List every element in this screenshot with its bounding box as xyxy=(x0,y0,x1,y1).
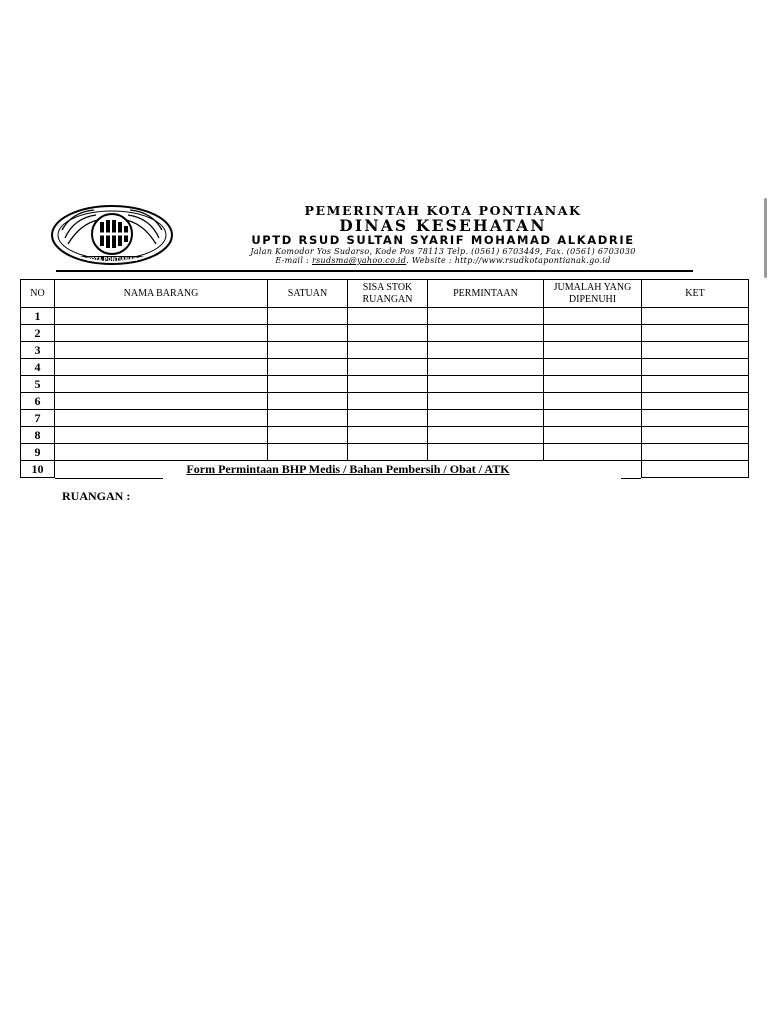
permintaan-cell[interactable] xyxy=(428,427,544,444)
header-no: NO xyxy=(21,280,55,308)
email-label: E-mail : xyxy=(275,256,312,265)
permintaan-cell[interactable] xyxy=(428,342,544,359)
ket-cell[interactable] xyxy=(642,359,749,376)
sisa-stok-cell[interactable] xyxy=(348,359,428,376)
nama-barang-cell[interactable] xyxy=(55,359,268,376)
satuan-cell[interactable] xyxy=(268,444,348,461)
nama-barang-cell[interactable] xyxy=(55,393,268,410)
letterhead xyxy=(50,204,695,274)
row-number: 5 xyxy=(21,376,55,393)
table-row xyxy=(21,427,749,444)
nama-barang-cell[interactable] xyxy=(55,376,268,393)
sisa-stok-cell[interactable] xyxy=(348,427,428,444)
row-number: 2 xyxy=(21,325,55,342)
header-jumlah-line2: DIPENUHI xyxy=(568,293,617,305)
header-sisa-stok xyxy=(348,280,428,308)
jumlah-dipenuhi-cell[interactable] xyxy=(544,376,642,393)
nama-barang-cell[interactable] xyxy=(55,410,268,427)
satuan-cell[interactable] xyxy=(268,427,348,444)
permintaan-cell[interactable] xyxy=(428,393,544,410)
scrollbar-thumb[interactable] xyxy=(764,198,767,278)
row-number: 9 xyxy=(21,444,55,461)
sisa-stok-cell[interactable] xyxy=(348,410,428,427)
caption-rule-right xyxy=(621,478,641,479)
table-row xyxy=(21,410,749,427)
jumlah-dipenuhi-cell[interactable] xyxy=(544,427,642,444)
jumlah-dipenuhi-cell[interactable] xyxy=(544,359,642,376)
table-header-row xyxy=(21,280,749,308)
letterhead-divider xyxy=(56,270,693,272)
row-number: 8 xyxy=(21,427,55,444)
table-row xyxy=(21,325,749,342)
header-sisa-stok-line1: SISA STOK xyxy=(362,281,413,293)
jumlah-dipenuhi-cell[interactable] xyxy=(544,308,642,325)
table-row xyxy=(21,393,749,410)
jumlah-dipenuhi-cell[interactable] xyxy=(544,342,642,359)
ket-cell[interactable] xyxy=(642,444,749,461)
header-jumlah-dipenuhi xyxy=(544,280,642,308)
nama-barang-cell[interactable] xyxy=(55,308,268,325)
permintaan-cell[interactable] xyxy=(428,325,544,342)
nama-barang-cell[interactable] xyxy=(55,342,268,359)
header-satuan: SATUAN xyxy=(268,280,348,308)
satuan-cell[interactable] xyxy=(268,342,348,359)
agency-name: DINAS KESEHATAN xyxy=(339,216,547,235)
permintaan-cell[interactable] xyxy=(428,359,544,376)
satuan-cell[interactable] xyxy=(268,376,348,393)
satuan-cell[interactable] xyxy=(268,308,348,325)
table-row xyxy=(21,376,749,393)
table-row xyxy=(21,461,749,478)
header-sisa-stok-line2: RUANGAN xyxy=(362,293,413,305)
government-name: PEMERINTAH KOTA PONTIANAK xyxy=(304,203,582,218)
header-ket: KET xyxy=(642,280,749,308)
ruangan-label: RUANGAN : xyxy=(62,489,131,503)
website-link[interactable]: http://www.rsudkotapontianak.go.id xyxy=(454,256,611,265)
permintaan-cell[interactable] xyxy=(428,308,544,325)
header-permintaan: PERMINTAAN xyxy=(428,280,544,308)
satuan-cell[interactable] xyxy=(268,410,348,427)
row-number: 6 xyxy=(21,393,55,410)
city-emblem-logo xyxy=(50,204,174,268)
jumlah-dipenuhi-cell[interactable] xyxy=(544,393,642,410)
row-number: 4 xyxy=(21,359,55,376)
table-row xyxy=(21,308,749,325)
permintaan-cell[interactable] xyxy=(428,444,544,461)
ket-cell[interactable] xyxy=(642,308,749,325)
hospital-name: UPTD RSUD SULTAN SYARIF MOHAMAD ALKADRIE xyxy=(251,233,635,247)
nama-barang-cell[interactable] xyxy=(55,444,268,461)
row-number: 7 xyxy=(21,410,55,427)
header-jumlah-line1: JUMALAH YANG xyxy=(553,281,632,293)
permintaan-cell[interactable] xyxy=(428,410,544,427)
contact-line xyxy=(178,256,708,265)
jumlah-dipenuhi-cell[interactable] xyxy=(544,444,642,461)
caption-rule-left xyxy=(55,478,163,479)
row-number: 3 xyxy=(21,342,55,359)
ket-cell[interactable] xyxy=(642,461,749,478)
header-nama-barang: NAMA BARANG xyxy=(55,280,268,308)
satuan-cell[interactable] xyxy=(268,393,348,410)
jumlah-dipenuhi-cell[interactable] xyxy=(544,410,642,427)
website-label: . Website : xyxy=(406,256,455,265)
sisa-stok-cell[interactable] xyxy=(348,376,428,393)
nama-barang-cell[interactable] xyxy=(55,325,268,342)
sisa-stok-cell[interactable] xyxy=(348,444,428,461)
form-title: Form Permintaan BHP Medis / Bahan Pembersih / Obat / ATK xyxy=(186,461,510,476)
ket-cell[interactable] xyxy=(642,427,749,444)
permintaan-cell[interactable] xyxy=(428,376,544,393)
sisa-stok-cell[interactable] xyxy=(348,325,428,342)
satuan-cell[interactable] xyxy=(268,325,348,342)
table-row xyxy=(21,444,749,461)
satuan-cell[interactable] xyxy=(268,359,348,376)
request-form-table xyxy=(20,279,749,478)
ket-cell[interactable] xyxy=(642,342,749,359)
table-row xyxy=(21,342,749,359)
ket-cell[interactable] xyxy=(642,376,749,393)
email-link[interactable]: rsudsma@yahoo.co.id xyxy=(311,256,407,265)
ket-cell[interactable] xyxy=(642,325,749,342)
sisa-stok-cell[interactable] xyxy=(348,308,428,325)
ket-cell[interactable] xyxy=(642,410,749,427)
sisa-stok-cell[interactable] xyxy=(348,393,428,410)
ket-cell[interactable] xyxy=(642,393,749,410)
jumlah-dipenuhi-cell[interactable] xyxy=(544,325,642,342)
address-line: Jalan Komodor Yos Sudarso, Kode Pos 78113 Telp. (0561) 6703449, Fax. (0561) 6703030 xyxy=(250,247,636,256)
sisa-stok-cell[interactable] xyxy=(348,342,428,359)
row-number: 1 xyxy=(21,308,55,325)
nama-barang-cell[interactable] xyxy=(55,427,268,444)
logo-banner-text: KOTA PONTIANAK xyxy=(87,257,137,263)
table-row xyxy=(21,359,749,376)
form-title-cell xyxy=(55,461,642,478)
row-number: 10 xyxy=(21,461,55,478)
